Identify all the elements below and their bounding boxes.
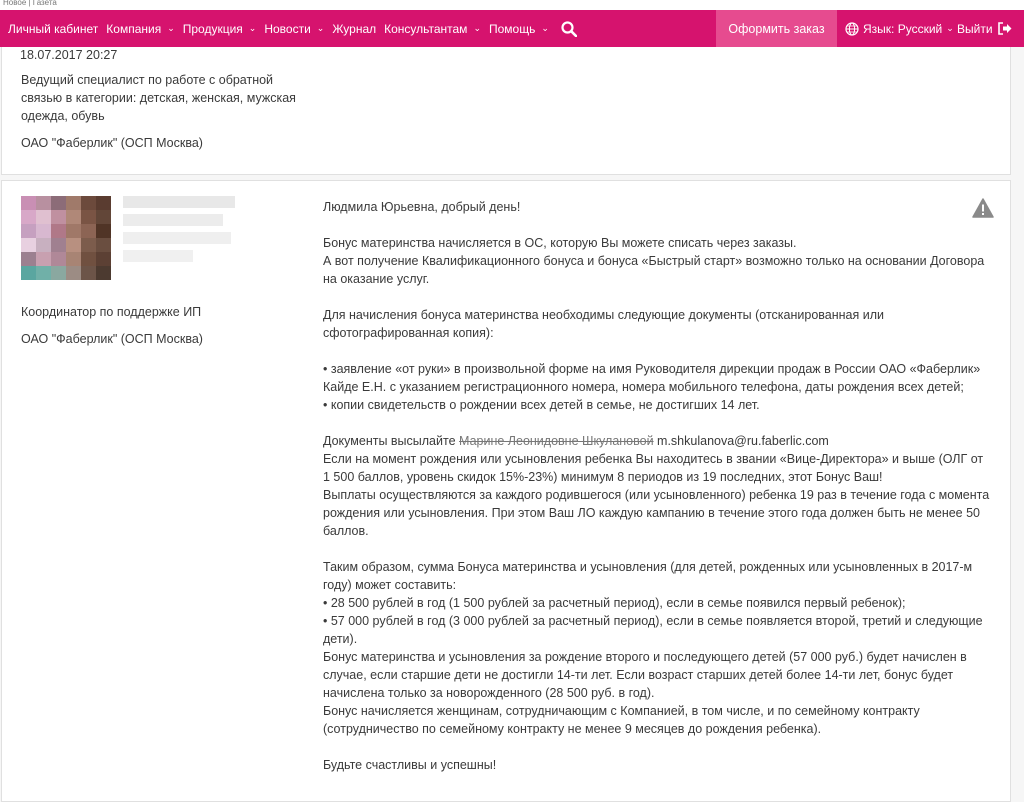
globe-icon (845, 22, 859, 36)
post-card-previous (1, 47, 1011, 175)
nav-item-products[interactable] (179, 10, 261, 47)
language-selector[interactable] (845, 10, 954, 47)
author-company: ОАО "Фаберлик" (ОСП Москва) (21, 332, 203, 346)
message-paragraph: Для начисления бонуса материнства необходимы следующие документы (отсканированная или сфотографированная копия): (323, 308, 885, 340)
nav-item-label: Личный кабинет (8, 21, 99, 36)
logout-button[interactable] (957, 10, 1012, 47)
author-position: Координатор по поддержке ИП (21, 305, 202, 319)
message-paragraph: Бонус начисляется женщинам, сотрудничающим с Компанией, в том числе, и по семейному контракту (сотрудничество по семейному контракту не менее 9 месяцев до рождения ребенка). (323, 704, 920, 736)
place-order-button[interactable]: Оформить заказ (716, 10, 837, 47)
author-position: Ведущий специалист по работе с обратной связью в категории: детская, женская, мужская одежда, обувь (21, 73, 296, 123)
nav-item-consultants[interactable] (380, 10, 485, 47)
logout-icon (998, 22, 1012, 35)
chevron-down-icon: ⌄ (248, 23, 257, 33)
logout-label: Выйти (957, 21, 993, 36)
message-list-item: • 28 500 рублей в год (1 500 рублей за расчетный период), если в семье появился первый ребенок); (323, 596, 906, 610)
message-paragraph (323, 432, 993, 450)
message-paragraph: Бонус материнства и усыновления за рождение второго и последующего детей (57 000 руб.) будет начислен в случае, если старшие дети не достигли 14-ти лет. Если возраст старших детей более 14-ти лет, бонус будет начислена только за новорожденного (28 500 руб. в год). (323, 650, 967, 700)
browser-strip-text: Новое | Газета (3, 0, 57, 7)
message-paragraph: Выплаты осуществляются за каждого родившегося (или усыновленного) ребенка 19 раз в течение года с момента рождения или усыновления. При этом Ваш ЛО каждую кампанию в течение этого года должен быть не менее 50 баллов. (323, 488, 990, 538)
browser-strip (0, 0, 1024, 10)
post-date: 18.07.2017 20:27 (20, 48, 118, 62)
nav-item-label: Продукция (182, 21, 243, 36)
nav-item-help[interactable] (485, 10, 553, 47)
post-card (1, 180, 1011, 802)
author-name-blurred (123, 196, 238, 268)
message-body (323, 198, 993, 774)
chevron-down-icon: ⌄ (316, 23, 325, 33)
author-company: ОАО "Фаберлик" (ОСП Москва) (21, 136, 203, 150)
chevron-down-icon: ⌄ (167, 23, 175, 33)
nav-item-label: Журнал (332, 21, 377, 36)
message-paragraph: Таким образом, сумма Бонуса материнства и усыновления (для детей, рожденных или усыновленных в 2017-м году) может составить: (323, 560, 973, 592)
message-list-item: • 57 000 рублей в год (3 000 рублей за расчетный период), если в семье появляется второй, третий и следующие дети). (323, 614, 983, 646)
chevron-down-icon: ⌄ (473, 23, 481, 33)
message-paragraph: Бонус материнства начисляется в ОС, которую Вы можете списать через заказы. (323, 236, 797, 250)
language-label: Язык: Русский (863, 21, 943, 36)
message-greeting: Людмила Юрьевна, добрый день! (323, 200, 521, 214)
nav-item-label: Консультантам (384, 21, 468, 36)
search-icon[interactable] (561, 21, 577, 37)
message-list-item: • заявление «от руки» в произвольной форме на имя Руководителя дирекции продаж в России ОАО «Фаберлик» Кайде Е.Н. с указанием регистрационного номера, номера мобильного телефона, даты рождения всех детей; (323, 362, 981, 394)
message-text: Документы высылайте (323, 434, 460, 448)
nav-item-label: Помощь (488, 21, 536, 36)
nav-item-magazine[interactable] (328, 10, 380, 47)
message-closing: Будьте счастливы и успешны! (323, 758, 497, 772)
chevron-down-icon: ⌄ (946, 23, 954, 33)
nav-item-company[interactable] (102, 10, 178, 47)
message-paragraph: А вот получение Квалификационного бонуса и бонуса «Быстрый старт» возможно только на основании Договора на оказание услуг. (323, 254, 985, 286)
nav-item-personal-account[interactable] (4, 10, 102, 47)
struck-name: Марине Леонидовне Шкулановой (459, 434, 654, 448)
message-list-item: • копии свидетельств о рождении всех детей в семье, не достигших 14 лет. (323, 398, 760, 412)
email-text: m.shkulanova@ru.faberlic.com (653, 434, 829, 448)
chevron-down-icon: ⌄ (541, 23, 549, 33)
top-navbar (0, 10, 1024, 47)
message-paragraph: Если на момент рождения или усыновления ребенка Вы находитесь в звании «Вице-Директора» и выше (ОЛГ от 1 500 баллов, уровень скидок 15%-23%) минимум 8 периодов из 19 последних, этот Бонус Ваш! (323, 452, 984, 484)
avatar (21, 196, 111, 280)
nav-item-news[interactable] (260, 10, 328, 47)
nav-item-label: Новости (264, 21, 311, 36)
nav-item-label: Компания (106, 21, 162, 36)
nav-menu (0, 10, 577, 47)
